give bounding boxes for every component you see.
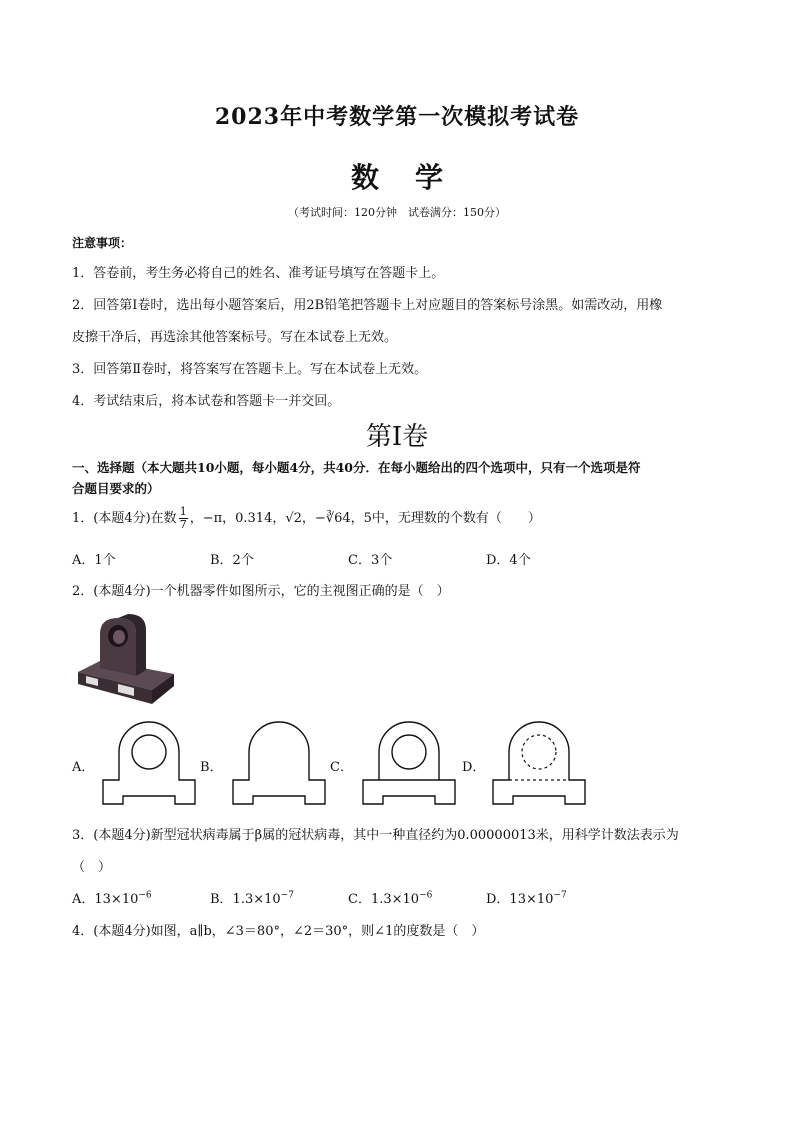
notice-item-3: 3．回答第Ⅱ卷时，将答案写在答题卡上。写在本试卷上无效。	[72, 362, 428, 377]
subject-char-2: 学	[415, 161, 444, 194]
subject-char-1: 数	[350, 161, 379, 194]
question-3-line-1: 3．(本题4分)新型冠状病毒属于β属的冠状病毒，其中一种直径约为0.00000013米，用科学计数法表示为	[72, 828, 679, 843]
exam-title: 2023年中考数学第一次模拟考试卷	[214, 104, 580, 130]
q3-option-d	[486, 888, 567, 907]
q1-prefix: 1．(本题4分)在数	[72, 511, 177, 526]
q3-option-c-base: C．1.3×10	[348, 892, 420, 907]
q1-rest: ，−π，0.314，√2，−∛64，5中，无理数的个数有（ ）	[189, 511, 541, 526]
section-desc-part-b: 四个选项中	[465, 460, 529, 475]
q2-label-a: A．	[72, 760, 95, 775]
question-1	[72, 506, 541, 532]
notice-item-4: 4．考试结束后，将本试卷和答题卡一并交回。	[72, 394, 341, 409]
q3-option-b-base: B．1.3×10	[210, 892, 281, 907]
notice-item-2-line-1: 2．回答第Ⅰ卷时，选出每小题答案后，用2B铅笔把答题卡上对应题目的答案标号涂黑。如需改动，用橡	[72, 298, 663, 313]
q3-option-b	[210, 888, 294, 907]
exam-meta: （考试时间：120分钟 试卷满分：150分）	[288, 206, 506, 219]
section-desc-part-a: 一、选择题（本大题共10小题，每小题4分，共40分．在每小题给出的	[72, 460, 466, 475]
q1-option-b: B．2个	[210, 553, 254, 568]
q2-label-d: D．	[462, 760, 486, 775]
section-title: 第Ⅰ卷	[365, 422, 429, 452]
notice-item-2-line-2: 皮擦干净后，再选涂其他答案标号。写在本试卷上无效。	[72, 330, 398, 345]
q1-fraction-numerator: 1	[179, 505, 187, 518]
q1-fraction	[179, 506, 188, 531]
q3-option-a-exponent: −6	[138, 890, 152, 901]
section-description-line-2: 合题目要求的）	[72, 481, 160, 496]
q2-label-c: C．	[330, 760, 353, 775]
q3-option-b-exponent: −7	[280, 890, 294, 901]
question-2: 2．(本题4分)一个机器零件如图所示，它的主视图正确的是（ ）	[72, 584, 450, 599]
q1-option-d: D．4个	[486, 553, 531, 568]
q3-option-c	[348, 888, 432, 907]
notice-heading: 注意事项：	[72, 236, 133, 250]
q2-label-b: B．	[200, 760, 223, 775]
q2-option-b-figure	[232, 716, 326, 806]
section-desc-part-c: ，只有一个选项是符	[528, 460, 641, 475]
q3-option-a	[72, 888, 152, 907]
q3-option-c-exponent: −6	[419, 890, 433, 901]
notice-item-1: 1．答卷前，考生务必将自己的姓名、准考证号填写在答题卡上。	[72, 266, 445, 281]
q1-option-a: A．1个	[72, 553, 116, 568]
q1-option-c: C．3个	[348, 553, 393, 568]
question-3-line-2: （ ）	[72, 860, 112, 875]
question-4: 4．(本题4分)如图，a∥b，∠3＝80°，∠2＝30°，则∠1的度数是（ ）	[72, 924, 485, 939]
q3-option-d-exponent: −7	[553, 890, 567, 901]
q2-option-c-figure	[362, 716, 456, 806]
machine-part-figure	[72, 612, 184, 706]
section-description-line-1	[72, 458, 641, 476]
q1-fraction-denominator: 7	[179, 518, 187, 531]
q2-option-d-figure	[492, 716, 586, 806]
q3-option-d-base: D．13×10	[486, 892, 554, 907]
subject-heading	[0, 156, 794, 196]
q3-option-a-base: A．13×10	[72, 892, 139, 907]
q2-option-a-figure	[102, 716, 196, 806]
